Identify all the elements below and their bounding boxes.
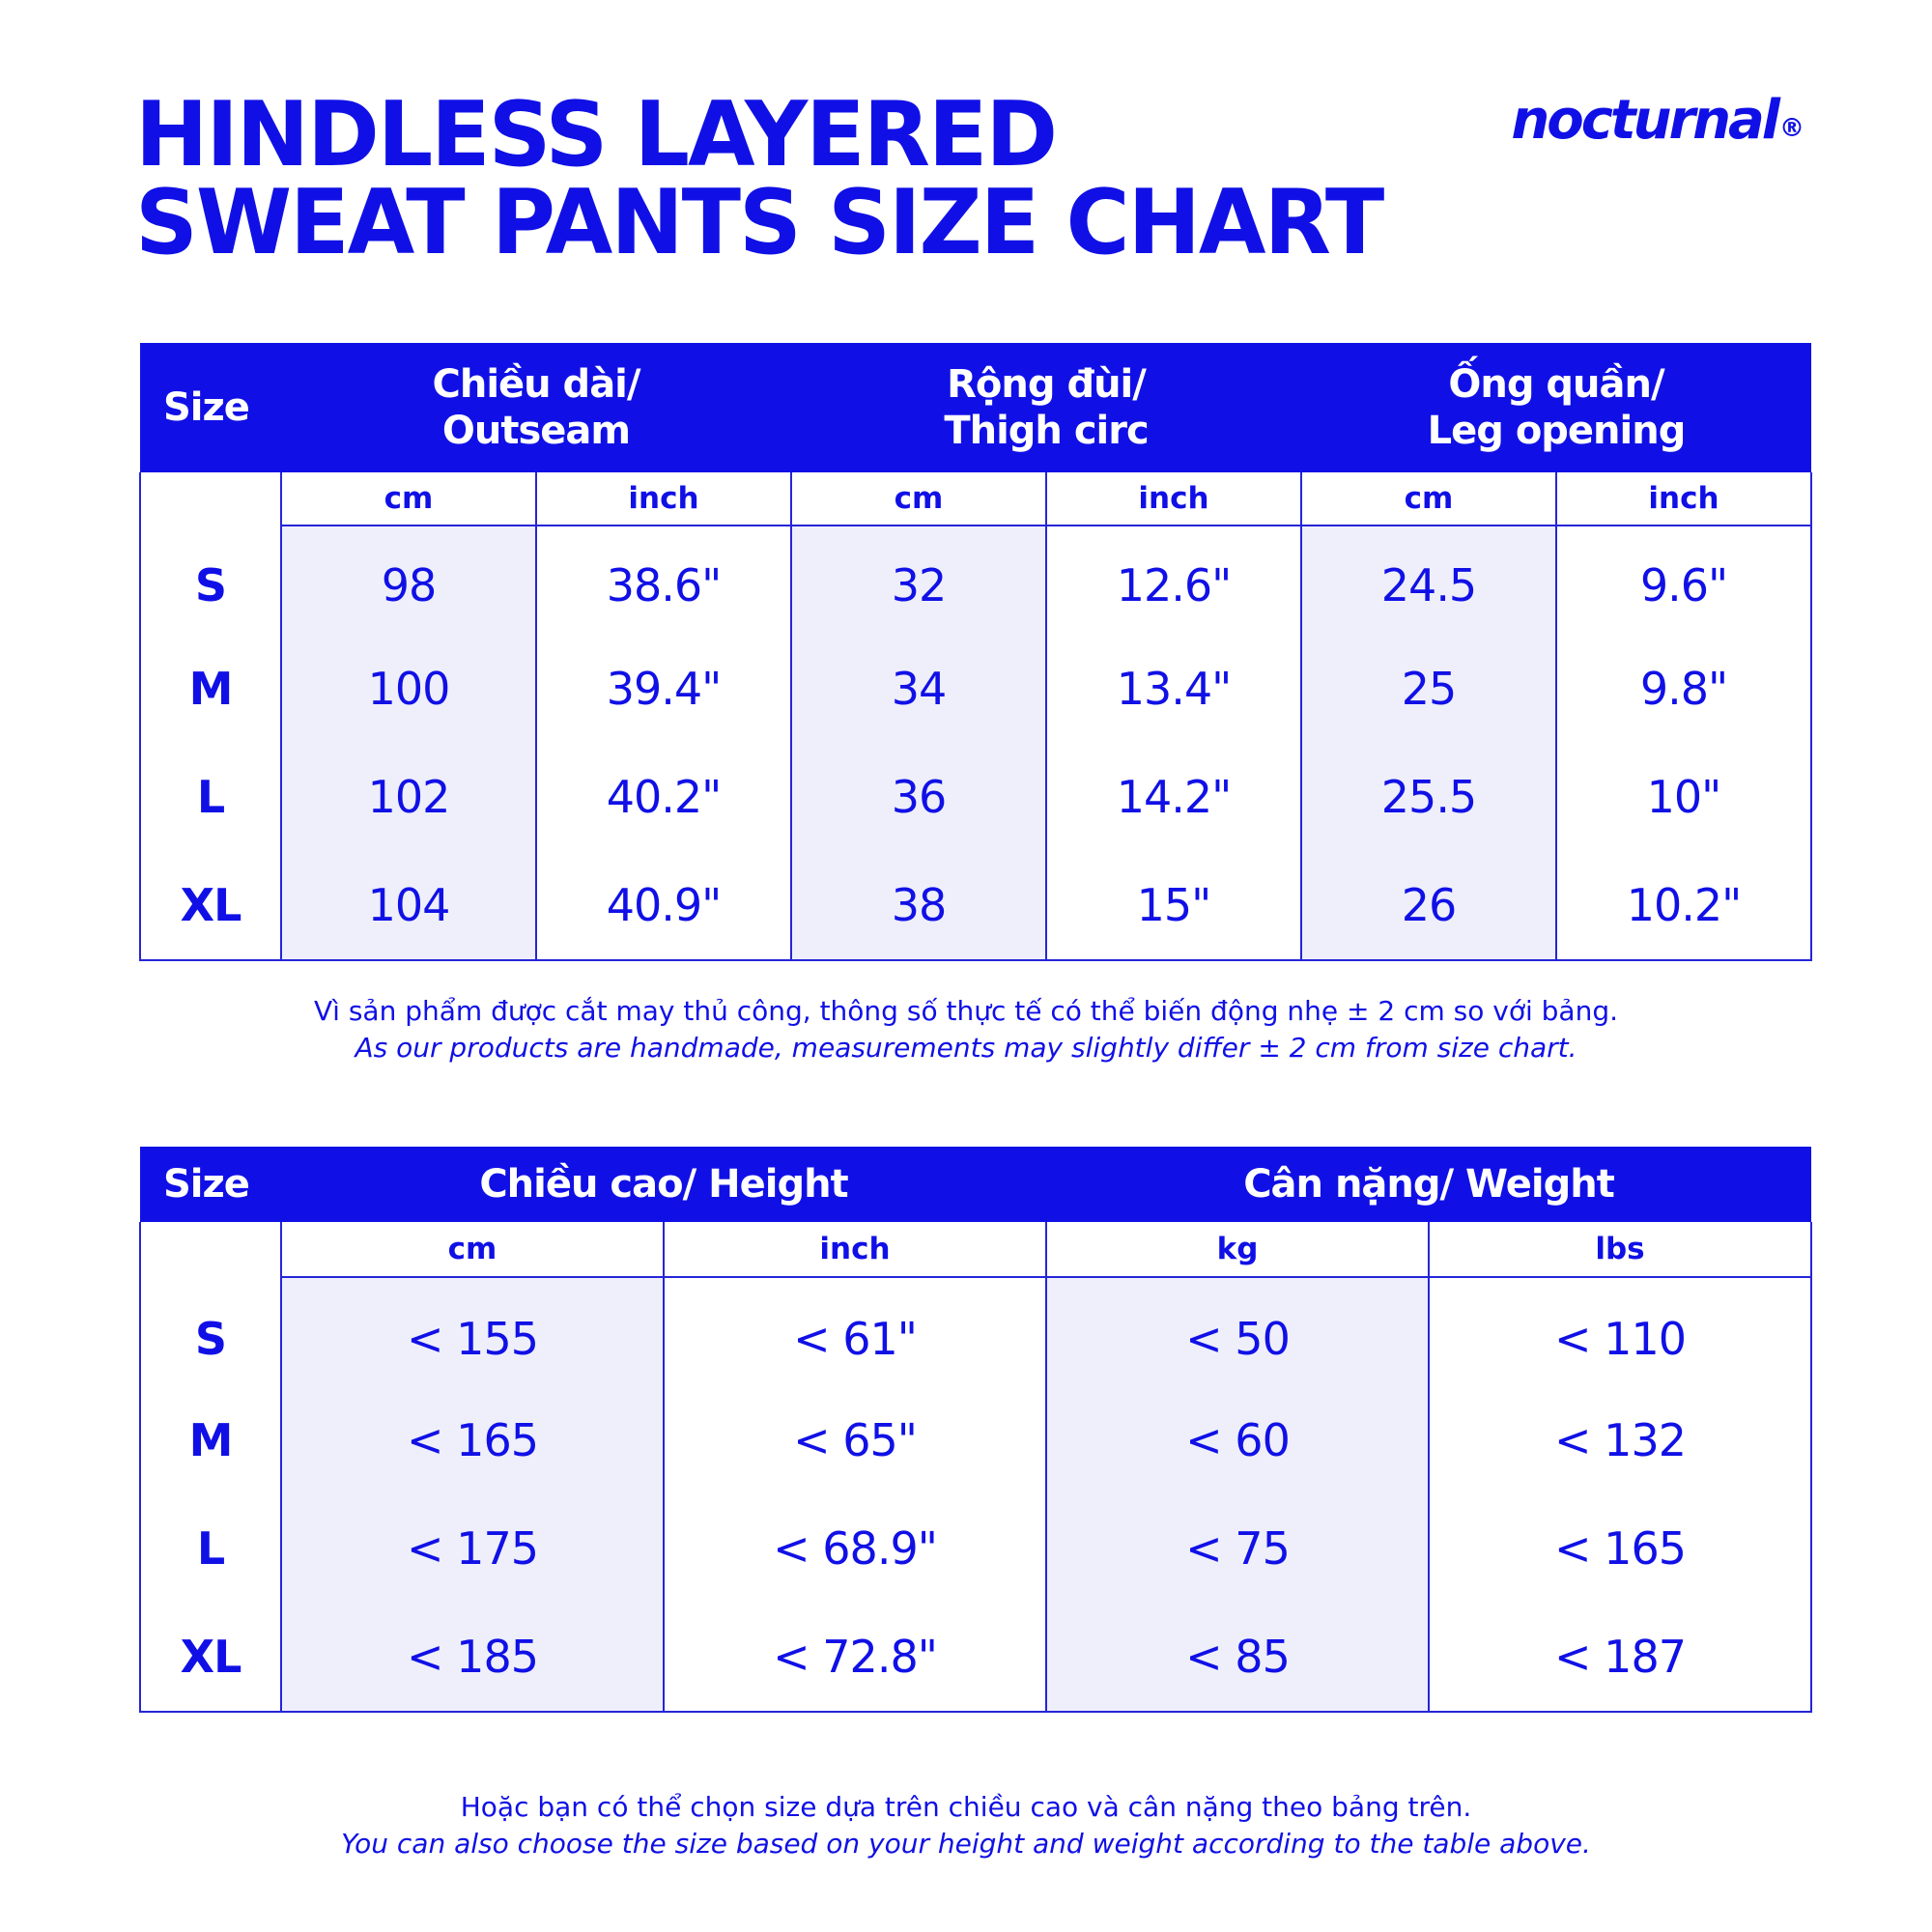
- title-line-2: SWEAT PANTS SIZE CHART: [135, 170, 1383, 275]
- value-cell: 9.6": [1556, 526, 1811, 635]
- size-label: S: [140, 526, 281, 635]
- value-cell: 15": [1046, 851, 1301, 960]
- table-row: [140, 635, 1811, 743]
- value-cell: < 68.9": [664, 1494, 1046, 1603]
- value-cell: < 175: [281, 1494, 664, 1603]
- size-label: L: [140, 1494, 281, 1603]
- thigh-header: Rộng đùi/ Thigh circ: [791, 343, 1301, 472]
- value-cell: < 165: [281, 1386, 664, 1494]
- value-cell: < 165: [1429, 1494, 1811, 1603]
- table-header-row: [140, 1147, 1811, 1222]
- size-label: L: [140, 743, 281, 851]
- value-cell: 40.9": [536, 851, 791, 960]
- value-cell: < 72.8": [664, 1603, 1046, 1712]
- value-cell: < 185: [281, 1603, 664, 1712]
- value-cell: < 50: [1046, 1277, 1429, 1386]
- table-row: [140, 851, 1811, 960]
- unit-cell: inch: [1046, 472, 1301, 526]
- outseam-header: Chiều dài/ Outseam: [281, 343, 791, 472]
- table-row: [140, 1494, 1811, 1603]
- value-cell: < 75: [1046, 1494, 1429, 1603]
- measurement-table: [139, 343, 1812, 961]
- brand-logo: [1511, 89, 1804, 152]
- measurement-note: [0, 993, 1932, 1066]
- unit-cell: lbs: [1429, 1222, 1811, 1277]
- size-label: S: [140, 1277, 281, 1386]
- value-cell: 26: [1301, 851, 1556, 960]
- size-column-header: Size: [140, 343, 281, 472]
- note-vietnamese: Hoặc bạn có thể chọn size dựa trên chiều cao và cân nặng theo bảng trên.: [460, 1791, 1472, 1823]
- value-cell: 32: [791, 526, 1046, 635]
- unit-cell: inch: [1556, 472, 1811, 526]
- value-cell: 100: [281, 635, 536, 743]
- weight-header: Cân nặng/ Weight: [1046, 1147, 1811, 1222]
- unit-row: [140, 472, 1811, 526]
- size-label: XL: [140, 851, 281, 960]
- unit-cell-empty: [140, 472, 281, 526]
- value-cell: 38: [791, 851, 1046, 960]
- value-cell: 25: [1301, 635, 1556, 743]
- note-english: As our products are handmade, measurements may slightly differ ± 2 cm from size chart.: [355, 1032, 1577, 1064]
- value-cell: < 110: [1429, 1277, 1811, 1386]
- value-cell: 12.6": [1046, 526, 1301, 635]
- size-label: M: [140, 635, 281, 743]
- height-weight-table: [139, 1147, 1812, 1713]
- value-cell: 104: [281, 851, 536, 960]
- value-cell: 25.5: [1301, 743, 1556, 851]
- value-cell: 13.4": [1046, 635, 1301, 743]
- note-english: You can also choose the size based on your height and weight according to the table above.: [341, 1828, 1591, 1860]
- unit-cell: inch: [536, 472, 791, 526]
- value-cell: < 85: [1046, 1603, 1429, 1712]
- value-cell: 14.2": [1046, 743, 1301, 851]
- page-title: [135, 82, 1383, 275]
- value-cell: < 187: [1429, 1603, 1811, 1712]
- brand-name: nocturnal: [1511, 89, 1777, 152]
- value-cell: 40.2": [536, 743, 791, 851]
- unit-cell: cm: [281, 472, 536, 526]
- value-cell: 10.2": [1556, 851, 1811, 960]
- value-cell: < 65": [664, 1386, 1046, 1494]
- value-cell: 39.4": [536, 635, 791, 743]
- unit-cell: kg: [1046, 1222, 1429, 1277]
- note-vietnamese: Vì sản phẩm được cắt may thủ công, thông số thực tế có thể biến động nhẹ ± 2 cm so với bảng.: [314, 995, 1618, 1027]
- value-cell: 36: [791, 743, 1046, 851]
- size-label: M: [140, 1386, 281, 1494]
- registered-mark: ®: [1779, 114, 1804, 143]
- height-weight-note: [0, 1789, 1932, 1862]
- size-label: XL: [140, 1603, 281, 1712]
- value-cell: 38.6": [536, 526, 791, 635]
- unit-cell: cm: [281, 1222, 664, 1277]
- value-cell: < 60: [1046, 1386, 1429, 1494]
- value-cell: 102: [281, 743, 536, 851]
- table-row: [140, 526, 1811, 635]
- height-header: Chiều cao/ Height: [281, 1147, 1046, 1222]
- unit-row: [140, 1222, 1811, 1277]
- table-row: [140, 743, 1811, 851]
- table-row: [140, 1277, 1811, 1386]
- value-cell: 9.8": [1556, 635, 1811, 743]
- value-cell: 24.5: [1301, 526, 1556, 635]
- value-cell: < 61": [664, 1277, 1046, 1386]
- table-row: [140, 1386, 1811, 1494]
- unit-cell: inch: [664, 1222, 1046, 1277]
- table-row: [140, 1603, 1811, 1712]
- value-cell: 98: [281, 526, 536, 635]
- unit-cell-empty: [140, 1222, 281, 1277]
- size-column-header: Size: [140, 1147, 281, 1222]
- leg-opening-header: Ống quần/ Leg opening: [1301, 343, 1811, 472]
- unit-cell: cm: [1301, 472, 1556, 526]
- value-cell: 10": [1556, 743, 1811, 851]
- value-cell: 34: [791, 635, 1046, 743]
- value-cell: < 132: [1429, 1386, 1811, 1494]
- value-cell: < 155: [281, 1277, 664, 1386]
- unit-cell: cm: [791, 472, 1046, 526]
- table-header-row: [140, 343, 1811, 472]
- title-line-1: HINDLESS LAYERED: [135, 82, 1057, 187]
